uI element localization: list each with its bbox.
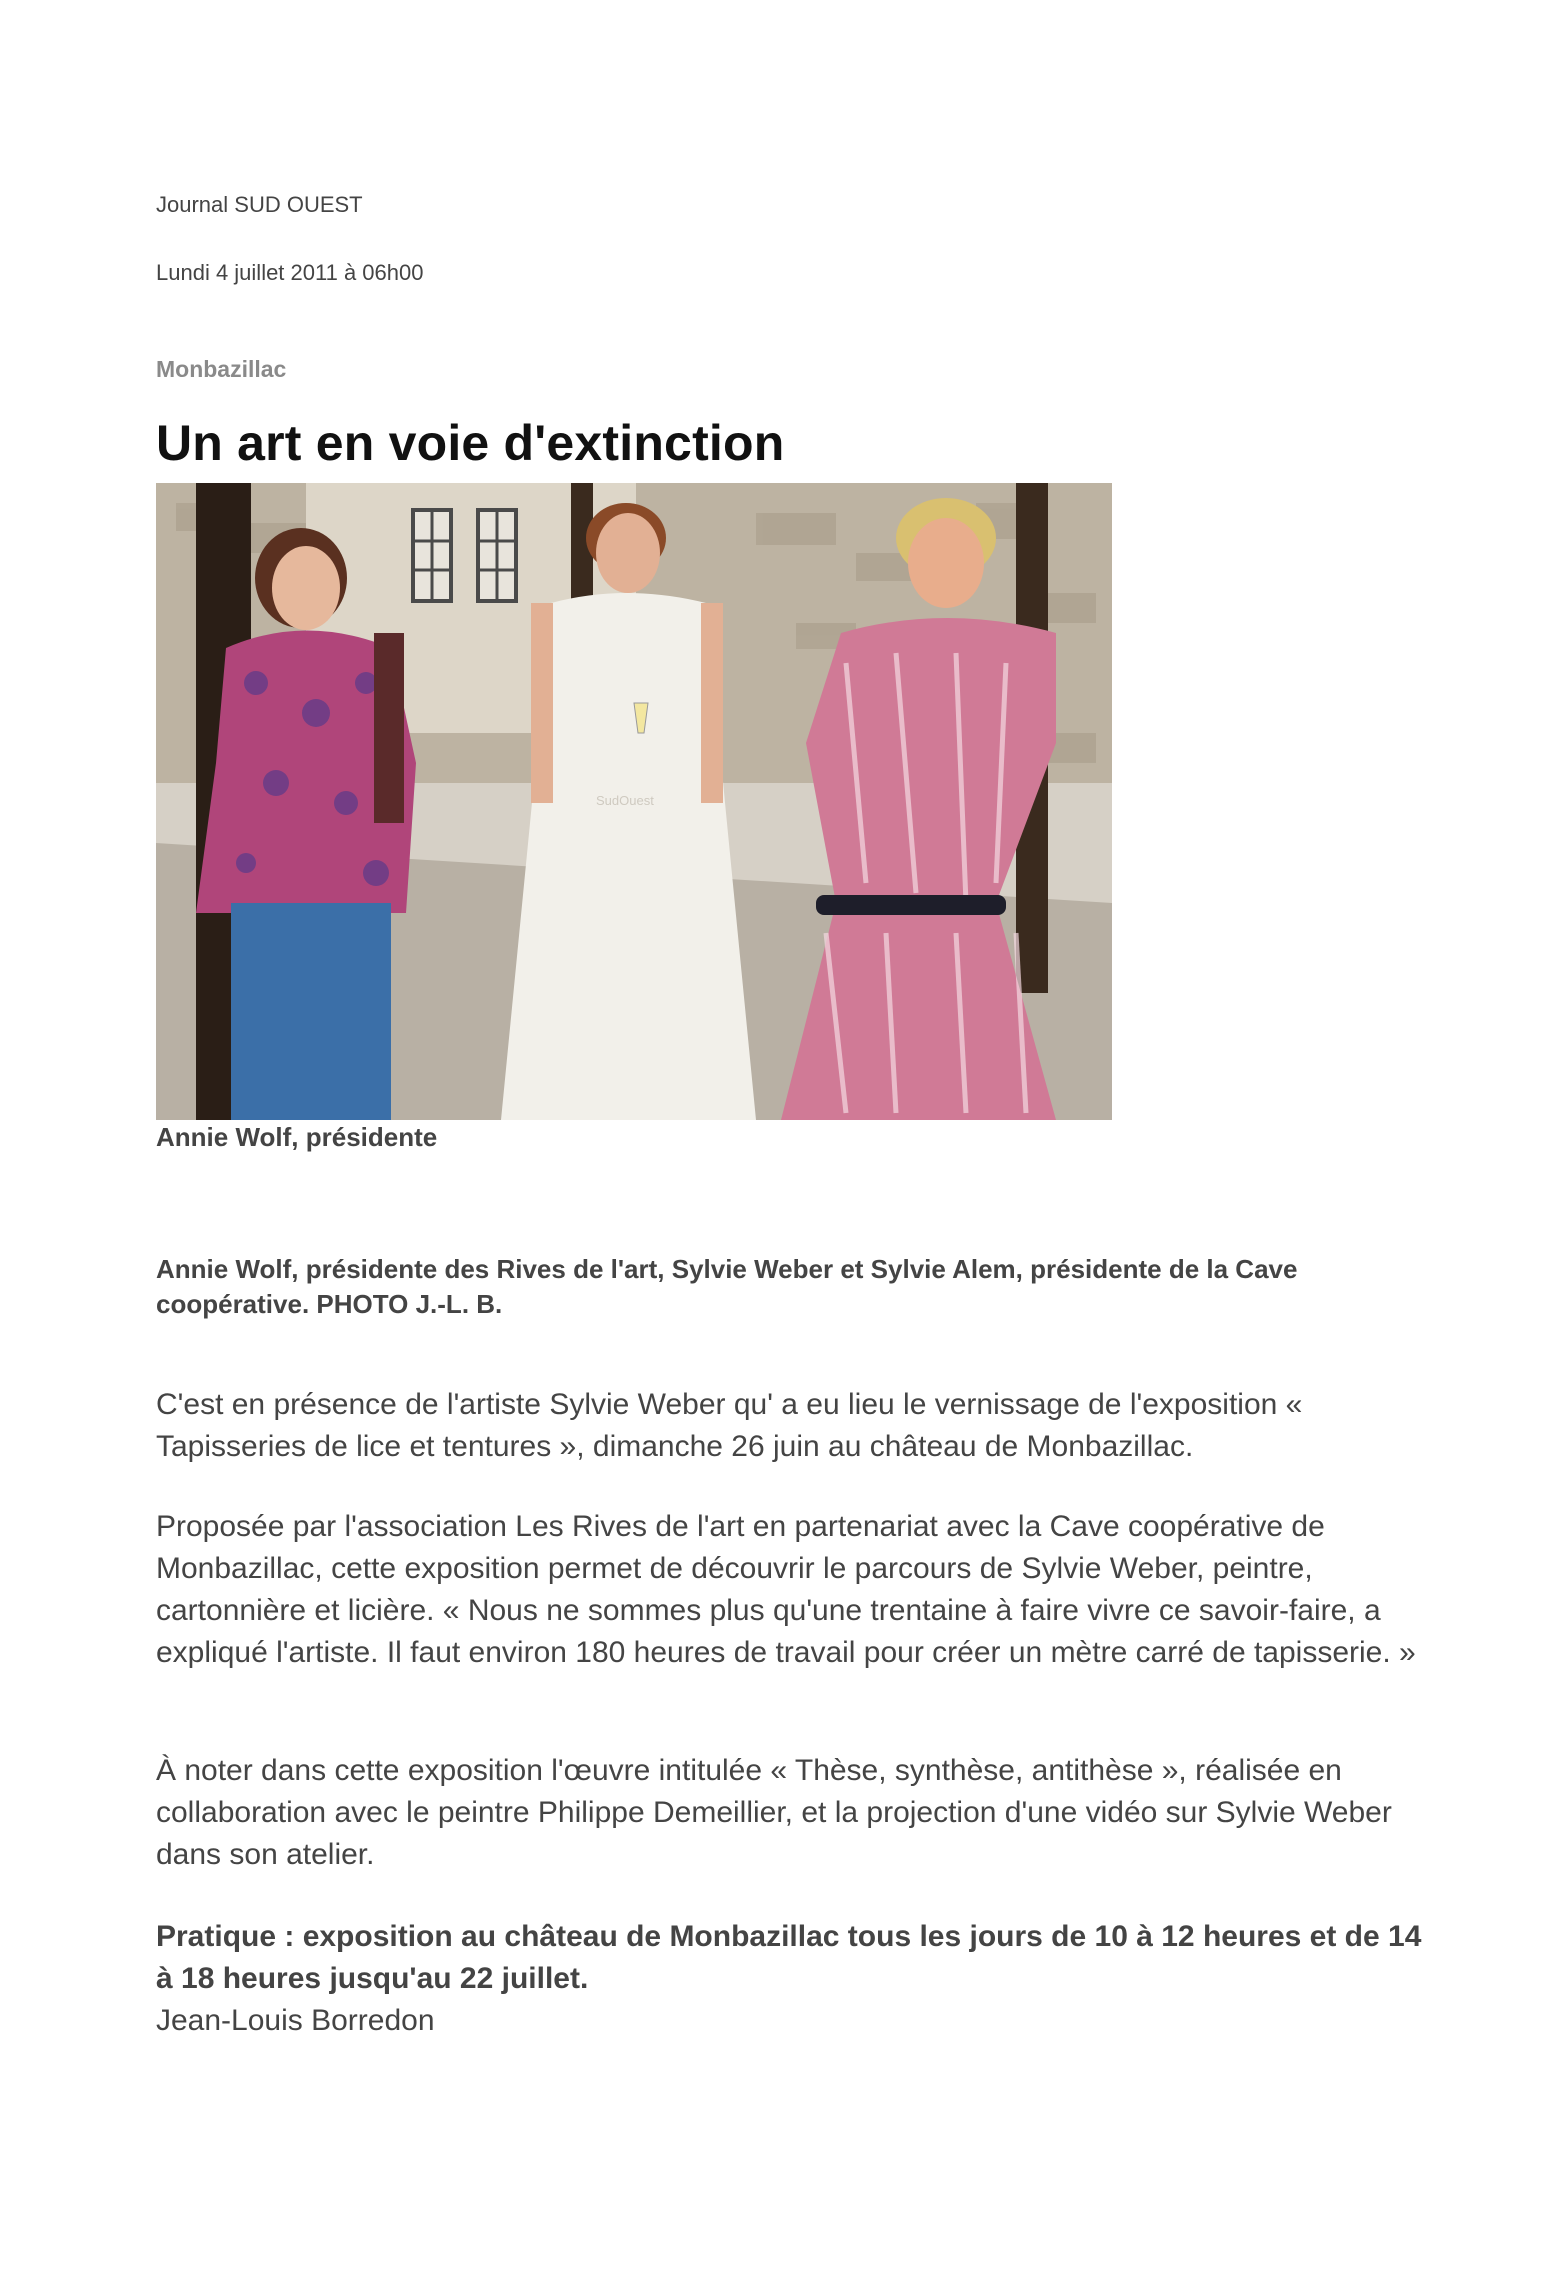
photo-caption-long: Annie Wolf, présidente des Rives de l'art, Sylvie Weber et Sylvie Alem, présidente de la Cave coopérative. PHOTO J.-L. B. [156,1254,1298,1319]
practical-info: Pratique : exposition au château de Monbazillac tous les jours de 10 à 12 heures et de 14 à 18 heures jusqu'au 22 juillet. [156,1920,1422,1995]
article-paragraph: C'est en présence de l'artiste Sylvie Weber qu' a eu lieu le vernissage de l'exposition « Tapisseries de lice et tentures », dimanche 26 juin au château de Monbazillac. [156,1388,1303,1463]
article-author: Jean-Louis Borredon [156,2004,435,2037]
photo-illustration [156,483,1112,1120]
photo-caption-short: Annie Wolf, présidente [156,1122,438,1152]
article-paragraph: Proposée par l'association Les Rives de l'art en partenariat avec la Cave coopérative de Monbazillac, cette exposition permet de découvrir le parcours de Sylvie Weber, peintre, cartonnière et licière. « Nous ne sommes plus qu'une trentaine à faire vivre ce savoir-faire, a expliqué l'artiste. Il faut environ 180 heures de travail pour créer un mètre carré de tapisserie. » [156,1510,1416,1669]
window-left-icon [411,508,453,603]
publication-date: Lundi 4 juillet 2011 à 06h00 [156,260,424,285]
article-photo [156,483,1112,1120]
newspaper-name: Journal SUD OUEST [156,192,363,217]
article-paragraph: À noter dans cette exposition l'œuvre intitulée « Thèse, synthèse, antithèse », réalisée en collaboration avec le peintre Philippe Demeillier, et la projection d'une vidéo sur Sylvie Weber dans son atelier. [156,1754,1392,1871]
article-headline: Un art en voie d'extinction [156,415,785,471]
rubric-location: Monbazillac [156,356,287,382]
window-right-icon [476,508,518,603]
photo-watermark: SudOuest [596,793,654,808]
